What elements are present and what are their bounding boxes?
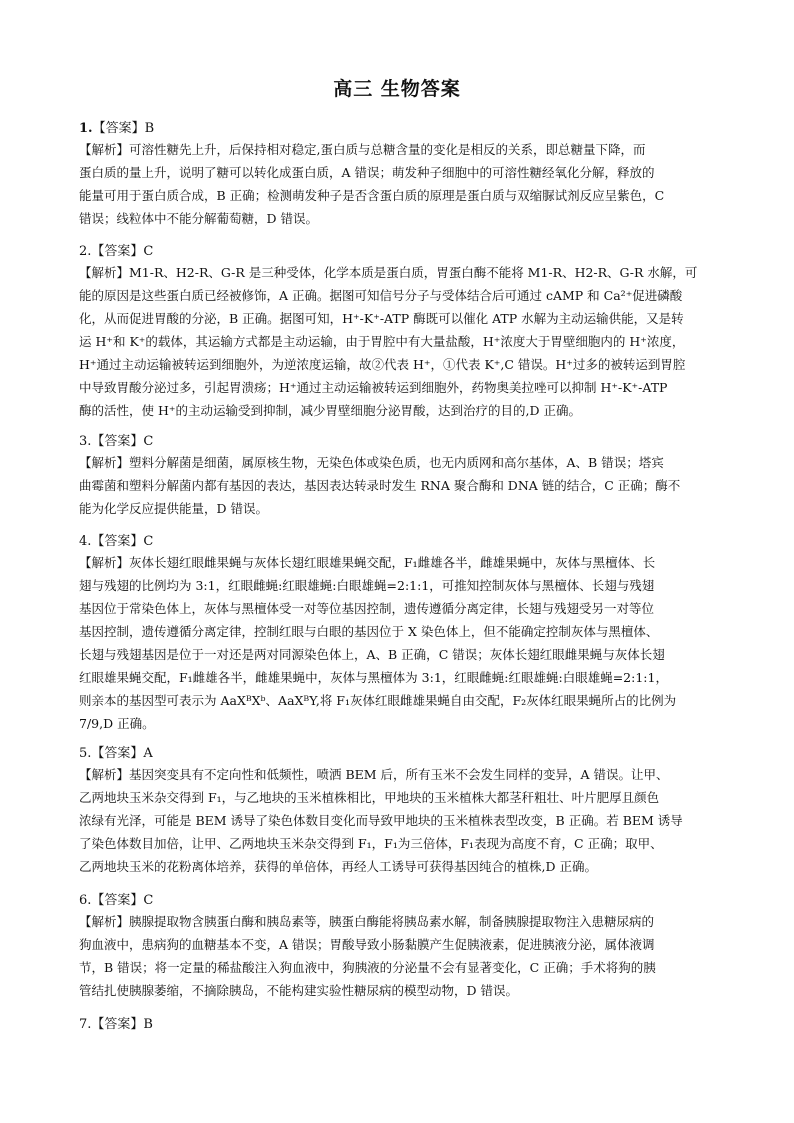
analysis-line: 【解析】基因突变具有不定向性和低频性，喷洒 BEM 后，所有玉米不会发生同样的变异，A 错误。让甲、 — [79, 767, 669, 782]
analysis-line: 狗血液中，患病狗的血糖基本不变，A 错误；胃酸导致小肠黏膜产生促胰液素，促进胰液分泌，属体液调 — [79, 937, 655, 952]
analysis-line: 【解析】M1-R、H2-R、G-R 是三种受体，化学本质是蛋白质，胃蛋白酶不能将 M1-R、H2-R、G-R 水解，可 — [79, 265, 698, 280]
analysis-line: 基因位于常染色体上，灰体与黑檀体受一对等位基因控制，遗传遵循分离定律，长翅与残翅受另一对等位 — [79, 601, 655, 616]
analysis-line: 【解析】灰体长翅红眼雌果蝇与灰体长翅红眼雄果蝇交配，F₁雌雄各半，雌雄果蝇中，灰体与黑檀体、长 — [79, 555, 656, 570]
question-2 — [79, 244, 716, 422]
analysis-line: 能量可用于蛋白质合成，B 正确；检测萌发种子是否含蛋白质的原理是蛋白质与双缩脲试剂反应呈紫色，C — [79, 188, 665, 203]
analysis-line: 酶的活性，使 H⁺的主动运输受到抑制，减少胃壁细胞分泌胃酸，达到治疗的目的,D 正确。 — [79, 403, 581, 418]
analysis-line: 红眼雄果蝇交配，F₁雌雄各半，雌雄果蝇中，灰体与黑檀体为 3:1，红眼雌蝇:红眼雄蝇:白眼雄蝇=2:1:1， — [79, 670, 668, 685]
analysis-line: 中导致胃酸分泌过多，引起胃溃疡；H⁺通过主动运输被转运到细胞外，药物奥美拉唑可以抑制 H⁺-K⁺-ATP — [79, 380, 668, 395]
analysis-line: 乙两地块玉米的花粉离体培养，获得的单倍体，再经人工诱导可获得基因纯合的植株,D 正确。 — [79, 859, 597, 874]
analysis-line: 基因控制，遗传遵循分离定律，控制红眼与白眼的基因位于 X 染色体上，但不能确定控制灰体与黑檀体、 — [79, 624, 659, 639]
analysis-line: H⁺通过主动运输被转运到细胞外，为逆浓度运输，故②代表 H⁺，①代表 K⁺,C 错误。H⁺过多的被转运到胃腔 — [79, 357, 686, 372]
analysis-line: 乙两地块玉米杂交得到 F₁，与乙地块的玉米植株相比，甲地块的玉米植株大都茎秆粗壮、叶片肥厚且颜色 — [79, 790, 660, 805]
analysis-line: 蛋白质的量上升，说明了糖可以转化成蛋白质，A 错误；萌发种子细胞中的可溶性糖经氧化分解，释放的 — [79, 165, 655, 180]
analysis-line: 【解析】可溶性糖先上升，后保持相对稳定,蛋白质与总糖含量的变化是相反的关系，即总糖量下降，而 — [79, 142, 646, 157]
question-1 — [79, 121, 716, 230]
answer-line: 3.【答案】C — [79, 434, 154, 449]
analysis-line: 7/9,D 正确。 — [79, 716, 155, 731]
analysis-line: 曲霉菌和塑料分解菌内都有基因的表达，基因表达转录时发生 RNA 聚合酶和 DNA 链的结合，C 正确；酶不 — [79, 478, 681, 493]
analysis-line: 长翅与残翅基因是位于一对还是两对同源染色体上，A、B 正确，C 错误；灰体长翅红眼雌果蝇与灰体长翅 — [79, 647, 665, 662]
analysis-line: 了染色体数目加倍，让甲、乙两地块玉米杂交得到 F₁，F₁为三倍体，F₁表现为高度不育，C 正确；取甲、 — [79, 836, 663, 851]
analysis-line: 浓绿有光泽，可能是 BEM 诱导了染色体数目变化而导致甲地块的玉米植株表型改变，B 正确。若 BEM 诱导 — [79, 813, 683, 828]
analysis-line: 能为化学反应提供能量，D 错误。 — [79, 501, 268, 516]
question-3 — [79, 434, 716, 520]
answer-line: 1.【答案】B — [79, 121, 155, 136]
analysis-line: 运 H⁺和 K⁺的载体，其运输方式都是主动运输，由于胃腔中有大量盐酸，H⁺浓度大于胃壁细胞内的 H⁺浓度， — [79, 334, 685, 349]
analysis-line: 化，从而促进胃酸的分泌，B 正确。据图可知，H⁺-K⁺-ATP 酶既可以催化 ATP 水解为主动运输供能，又是转 — [79, 311, 684, 326]
analysis-line: 【解析】胰腺提取物含胰蛋白酶和胰岛素等，胰蛋白酶能将胰岛素水解，制备胰腺提取物注入患糖尿病的 — [79, 914, 655, 929]
analysis-line: 管结扎使胰腺萎缩，不摘除胰岛，不能构建实验性糖尿病的模型动物，D 错误。 — [79, 983, 518, 998]
analysis-line: 则亲本的基因型可表示为 AaXᴮXᵇ、AaXᴮY,将 F₁灰体红眼雌雄果蝇自由交配，F₂灰体红眼果蝇所占的比例为 — [79, 693, 677, 708]
answer-line: 2.【答案】C — [79, 244, 154, 259]
question-number: 1. — [79, 121, 93, 136]
answer-line: 7.【答案】B — [79, 1017, 153, 1032]
page-title: 高三 生物答案 — [333, 78, 461, 100]
analysis-line: 能的原因是这些蛋白质已经被修饰，A 正确。据图可知信号分子与受体结合后可通过 cAMP 和 Ca²⁺促进磷酸 — [79, 288, 683, 303]
analysis-line: 节，B 错误；将一定量的稀盐酸注入狗血液中，狗胰液的分泌量不会有显著变化，C 正确；手术将狗的胰 — [79, 960, 656, 975]
question-4 — [79, 534, 716, 735]
question-7 — [79, 1017, 716, 1034]
question-6 — [79, 893, 716, 1002]
answer-line: 6.【答案】C — [79, 893, 154, 908]
analysis-line: 错误；线粒体中不能分解葡萄糖，D 错误。 — [79, 211, 318, 226]
analysis-line: 翅与残翅的比例均为 3:1，红眼雌蝇:红眼雄蝇:白眼雄蝇=2:1:1，可推知控制灰体与黑檀体、长翅与残翅 — [79, 578, 655, 593]
analysis-line: 【解析】塑料分解菌是细菌，属原核生物，无染色体或染色质，也无内质网和高尔基体，A、B 错误；塔宾 — [79, 455, 664, 470]
answer-line: 4.【答案】C — [79, 534, 154, 549]
answer-line: 5.【答案】A — [79, 746, 153, 761]
question-5 — [79, 746, 716, 878]
